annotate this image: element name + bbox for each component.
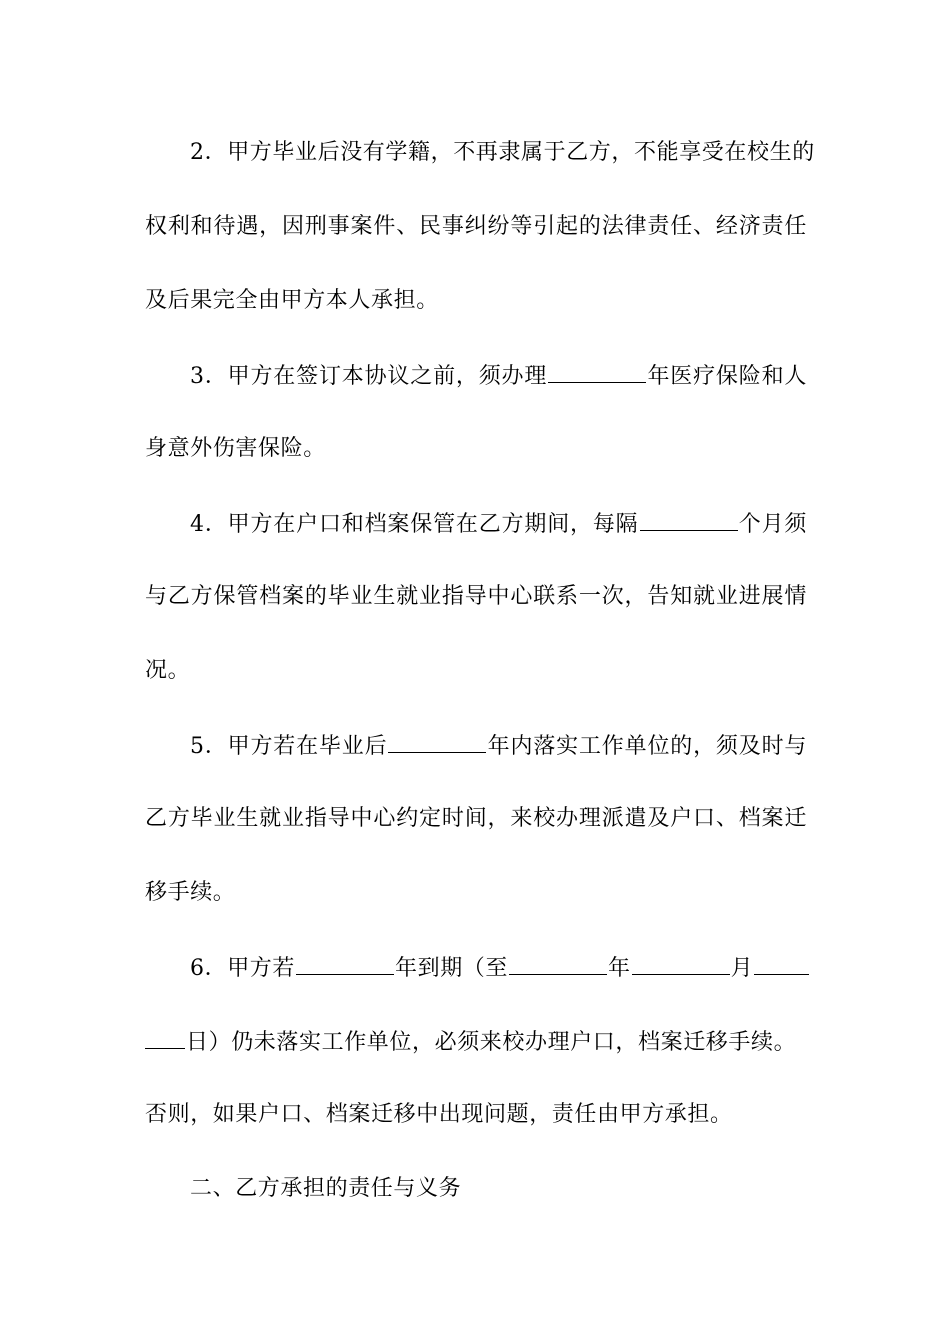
blank-field-expiry-years (296, 952, 394, 975)
paragraph-2-line-1: 2．甲方毕业后没有学籍，不再隶属于乙方，不能享受在校生的 (190, 140, 815, 165)
paragraph-6-text-c: 年 (608, 956, 631, 981)
paragraph-4-line-1 (190, 508, 807, 540)
paragraph-3-text-b: 年医疗保险和人 (647, 364, 807, 389)
paragraph-5-text-b: 年内落实工作单位的，须及时与 (487, 734, 807, 759)
paragraph-2-line-3: 及后果完全由甲方本人承担。 (145, 288, 439, 313)
section-heading-party-b-duties: 二、乙方承担的责任与义务 (190, 1176, 462, 1201)
paragraph-5-line-3: 移手续。 (145, 880, 236, 905)
blank-field-contact-months (640, 508, 738, 531)
paragraph-6-text-b: 年到期（至 (395, 956, 509, 981)
paragraph-2-line-2: 权利和待遇，因刑事案件、民事纠纷等引起的法律责任、经济责任 (145, 214, 807, 239)
paragraph-4-text-b: 个月须 (738, 512, 807, 537)
paragraph-3-text-a: 3．甲方在签订本协议之前，须办理 (190, 364, 548, 389)
blank-field-employment-years (388, 730, 486, 753)
paragraph-5-line-2: 乙方毕业生就业指导中心约定时间，来校办理派遣及户口、档案迁 (145, 806, 807, 831)
blank-field-day-part-2 (145, 1026, 185, 1049)
paragraph-6-line-2 (145, 1026, 807, 1058)
paragraph-5-line-1 (190, 730, 807, 762)
blank-field-year (509, 952, 607, 975)
paragraph-5-text-a: 5．甲方若在毕业后 (190, 734, 388, 759)
blank-field-month (632, 952, 730, 975)
paragraph-4-line-3: 况。 (145, 658, 191, 683)
paragraph-6-text-a: 6．甲方若 (190, 956, 295, 981)
paragraph-6-text-d: 月 (730, 956, 754, 981)
blank-field-day-part-1 (754, 952, 809, 975)
paragraph-6-line-3: 否则，如果户口、档案迁移中出现问题，责任由甲方承担。 (145, 1102, 733, 1127)
paragraph-6-text-e: 日）仍未落实工作单位，必须来校办理户口，档案迁移手续。 (186, 1030, 797, 1055)
paragraph-3-line-1 (190, 360, 807, 392)
paragraph-6-line-1 (190, 952, 807, 984)
paragraph-4-line-2: 与乙方保管档案的毕业生就业指导中心联系一次，告知就业进展情 (145, 584, 807, 609)
blank-field-insurance-years (548, 360, 646, 383)
paragraph-3-line-2: 身意外伤害保险。 (145, 436, 326, 461)
paragraph-4-text-a: 4．甲方在户口和档案保管在乙方期间，每隔 (190, 512, 639, 537)
